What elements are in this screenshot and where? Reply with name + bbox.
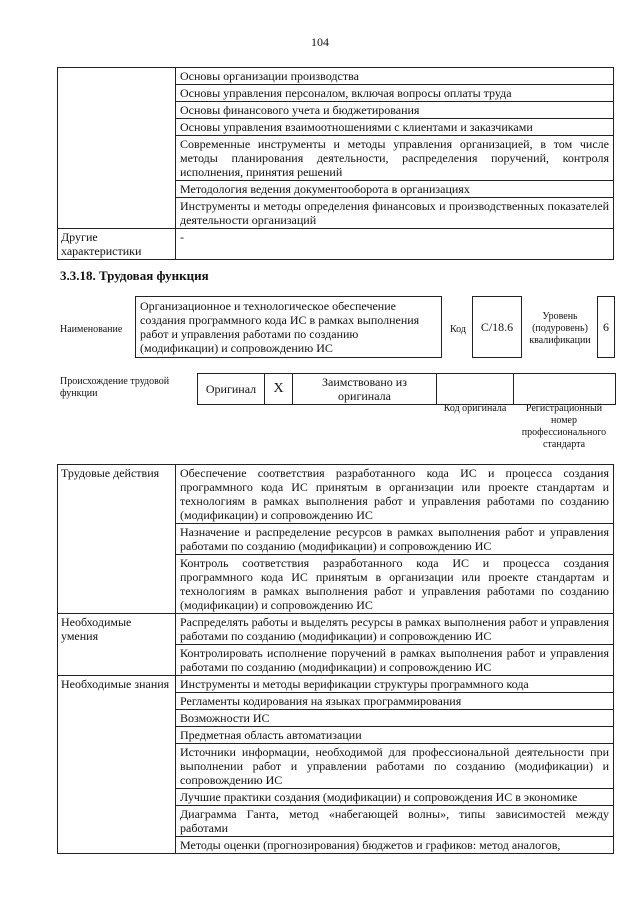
labor-action-item: Контроль соответствия разработанного кода ИС и процесса создания программного кода ИС принятым в организации или проекте стандартам и технологиям в рамках выполнения работ и управления работами по созданию (модификации) и сопровождению ИС [176,555,614,614]
skill-item: Контролировать исполнение поручений в рамках выполнения работ и управления работами по созданию (модификации) и сопровождению ИС [176,645,614,676]
function-name: Организационное и технологическое обеспечение создания программного кода ИС в рамках выполнения работ и управления работами по созданию (модификации) и сопровождению ИС [140,299,420,355]
knowledge-item: Инструменты и методы определения финансовых и производственных показателей деятельности организаций [176,198,614,229]
registration-caption: Регистрационный номер профессионального стандарта [521,403,607,450]
original-code-cell [437,374,514,405]
level-value: 6 [603,320,609,334]
original-label: Оригинал [198,374,265,405]
labor-action-item: Назначение и распределение ресурсов в рамках выполнения работ и управления работами по созданию (модификации) и сопровождению ИС [176,524,614,555]
level-label: Уровень (подуровень) квалификации [529,311,591,346]
level-box [597,296,615,358]
knowledge-item: Лучшие практики создания (модификации) и сопровождения ИС в экономике [176,789,614,806]
knowledge-item: Методы оценки (прогнозирования) бюджетов и графиков: метод аналогов, [176,837,614,854]
knowledge-item: Основы управления взаимоотношениями с клиентами и заказчиками [176,119,614,136]
knowledge-item: Основы организации производства [176,68,614,85]
labor-actions-label: Трудовые действия [58,465,176,614]
page-number: 104 [311,35,329,49]
section-title: 3.3.18. Трудовая функция [60,268,209,283]
knowledge-item: Регламенты кодирования на языках программирования [176,693,614,710]
original-mark: X [265,374,293,405]
required-skills-label: Необходимые умения [58,614,176,676]
skill-item: Распределять работы и выделять ресурсы в рамках выполнения работ и управления работами по созданию (модификации) и сопровождению ИС [176,614,614,645]
knowledge-item: Инструменты и методы верификации структуры программного кода [176,676,614,693]
other-characteristics-value: - [176,229,614,260]
code-label: Код [450,324,466,335]
origin-label: Происхождение трудовой функции [60,376,170,399]
labor-function-table [57,464,614,854]
knowledge-item: Предметная область автоматизации [176,727,614,744]
other-characteristics-label: Другие характеристики [58,229,176,260]
knowledge-item: Современные инструменты и методы управления организацией, в том числе методы планирования деятельности, распределения поручений, контроля исполнения, принятия решений [176,136,614,181]
registration-number-cell [514,374,616,405]
origin-table [197,373,616,405]
knowledge-item: Методология ведения документооборота в организациях [176,181,614,198]
required-knowledge-label: Необходимые знания [58,676,176,854]
code-value: С/18.6 [480,320,514,334]
knowledge-item: Источники информации, необходимой для профессиональной деятельности при выполнении работ и управлении работами по созданию (модификации) и сопровождению ИС [176,744,614,789]
code-caption: Код оригинала [443,403,507,414]
blank-label-cell [58,68,176,229]
borrowed-label: Заимствовано из оригинала [293,374,437,405]
knowledge-item: Диаграмма Ганта, метод «набегающей волны», типы зависимостей между работами [176,806,614,837]
code-box [472,296,522,358]
labor-action-item: Обеспечение соответствия разработанного кода ИС и процесса создания программного кода ИС принятым в организации или проекте стандартам и технологиям в рамках выполнения работ и управления работами по созданию (модификации) и сопровождению ИС [176,465,614,524]
knowledge-item: Основы финансового учета и бюджетирования [176,102,614,119]
function-name-box [135,296,442,358]
top-knowledge-table [57,67,614,260]
knowledge-item: Основы управления персоналом, включая вопросы оплаты труда [176,85,614,102]
knowledge-item: Возможности ИС [176,710,614,727]
name-label: Наименование [60,324,123,335]
